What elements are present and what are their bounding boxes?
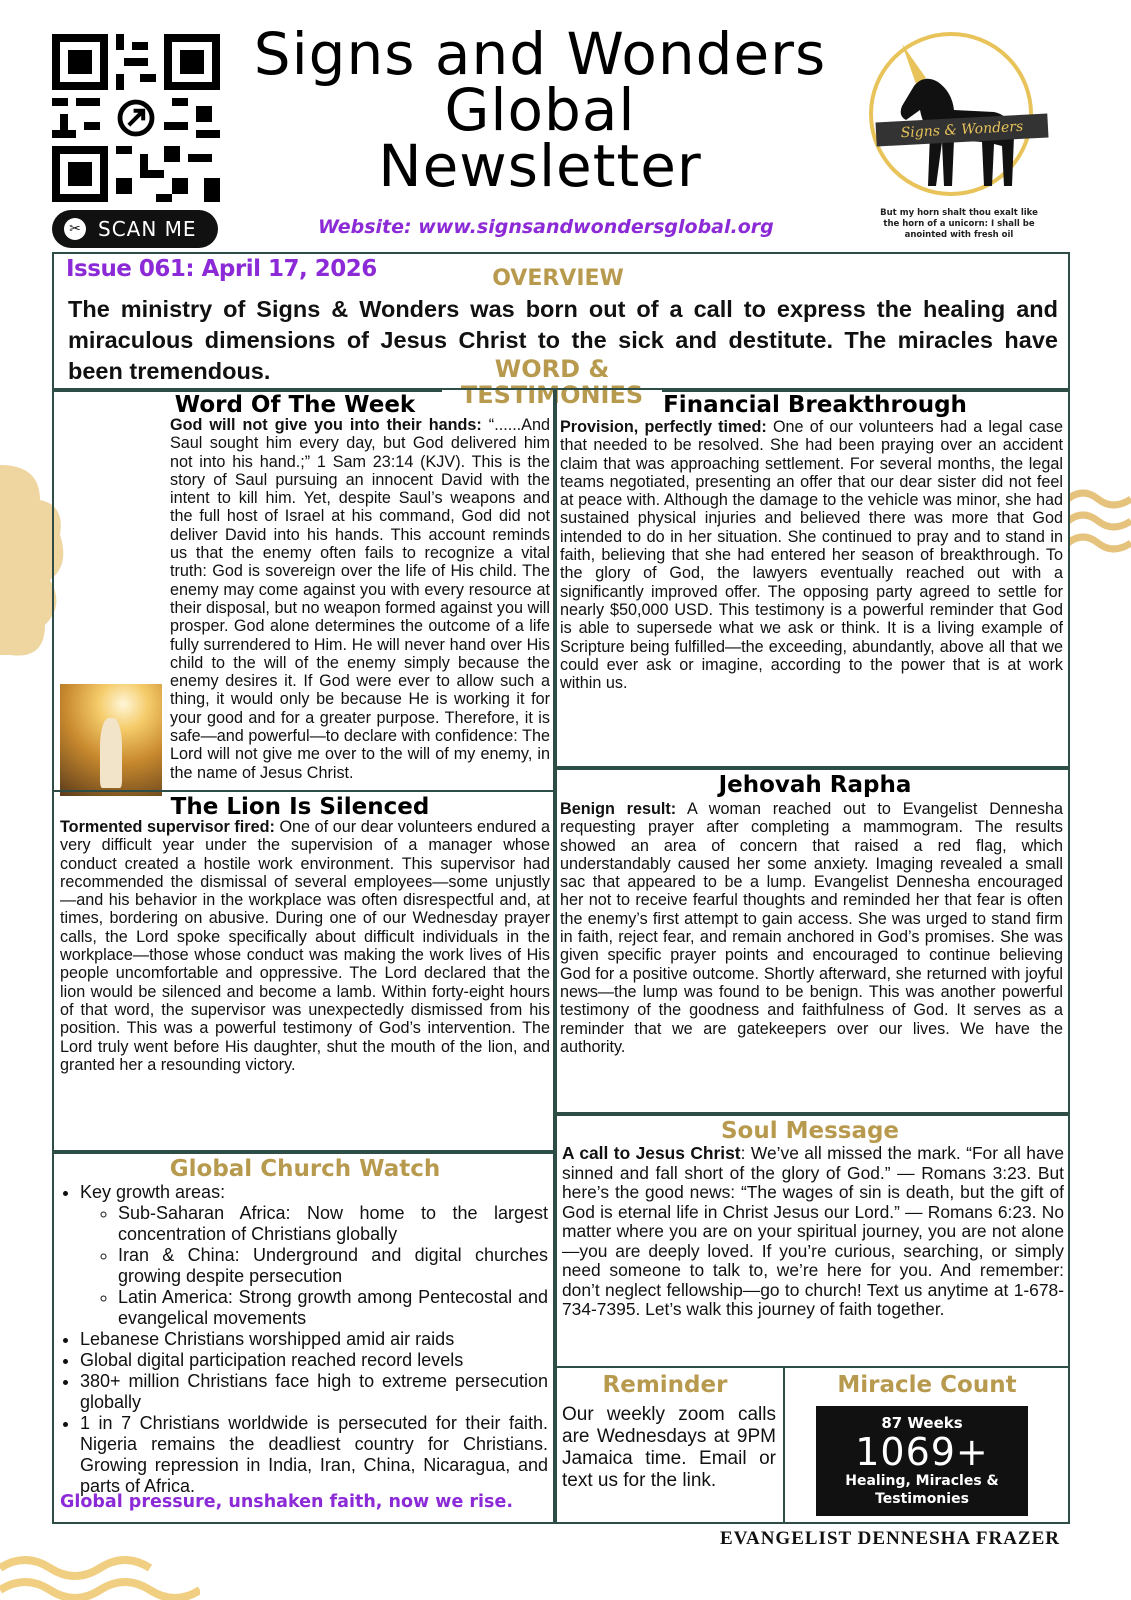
title-line-1: Signs and Wonders (253, 20, 827, 88)
unicorn-logo (854, 26, 1048, 208)
financial-body (560, 418, 1063, 692)
word-testimonies-line-2: TESTIMONIES (460, 381, 644, 409)
church-watch-list (60, 1182, 548, 1497)
rapha-lead: Benign result: (560, 800, 677, 818)
word-of-week-heading: Word Of The Week (158, 392, 432, 418)
angel-image (60, 684, 162, 796)
scan-me-button[interactable] (52, 210, 218, 248)
miracle-heading: Miracle Count (837, 1372, 1017, 1398)
soul-text: : We’ve all missed the mark. “For all have sinned and fall short of the glory of God.” — Romans 3:23. But here’s the good news: “The wages of sin is death, but the gift of God is eternal life in Christ Jesus our Lord.” — Romans 6:23. No matter where you are on your spiritual journey, you are not alone—you are deeply loved. If you’re curious, searching, or simply need someone to talk to, we’re here for you. And remember: don’t neglect fellowship—go to church! Text us anytime at 1-678-734-7395. Let’s walk this journey of faith together. (562, 1143, 1064, 1319)
miracle-count-value: 1069+ (855, 1430, 989, 1474)
church-watch-heading: Global Church Watch (169, 1156, 441, 1182)
rapha-heading: Jehovah Rapha (718, 772, 912, 798)
reminder-text: Our weekly zoom calls are Wednesdays at 9PM Jamaica time. Email or text us for the link. (562, 1404, 776, 1491)
rapha-body (560, 800, 1063, 1056)
miracle-weeks: 87 Weeks (881, 1414, 963, 1432)
list-item: ◦ Latin America: Strong growth among Pentecostal and evangelical movements (118, 1287, 548, 1329)
soul-lead: A call to Jesus Christ (562, 1143, 741, 1163)
scan-me-label: SCAN ME (98, 217, 197, 241)
list-item: • 380+ million Christians face high to extreme persecution globally (80, 1371, 548, 1413)
word-testimonies-line-1: WORD & (494, 355, 610, 383)
reminder-heading: Reminder (602, 1372, 728, 1398)
soul-heading: Soul Message (720, 1118, 900, 1144)
page-title (250, 20, 830, 200)
overview-heading: OVERVIEW (492, 266, 624, 291)
word-of-week-body (60, 416, 550, 796)
financial-lead: Provision, perfectly timed: (560, 418, 767, 436)
financial-text: One of our volunteers had a legal case that needed to be resolved. She had been praying over an accident claim that was approaching settlement. For several months, the legal teams negotiated, presenting an offer that our dear sister did not feel at peace with. Although the damage to the vehicle was minor, she had sustained physical injuries and believed there was more that God intended to do in her situation. She continued to pray and to stand in faith, believing that she had entered her season of breakthrough. To the glory of God, the lawyers eventually reached out with a significantly improved offer. The opposing party agreed to settle for nearly $50,000 USD. This testimony is a powerful reminder that God is able to supersede what we ask or think. It is a living example of Scripture being fulfilled—the exceeding, abundantly, above all that we could ever ask or imagine, according to the power that is at work within us. (560, 418, 1064, 693)
title-line-3: Newsletter (378, 132, 702, 200)
list-item: • Global digital participation reached record levels (80, 1350, 548, 1371)
miracle-count-box (816, 1406, 1028, 1516)
lion-lead: Tormented supervisor fired: (60, 818, 275, 836)
word-of-week-text: “......And Saul sought him every day, but God delivered him not into his hand.;” 1 Sam 23:14 (KJV). This is the story of Saul pursuing an innocent David with the intent to kill him. Yet, despite Saul’s weapons and the full host of Israel at his command, God did not deliver David into his hands. This account reminds us that the enemy often fails to recognize a vital truth: God is sovereign over the life of His child. The enemy may come against you with every resource at their disposal, but no weapon formed against you will prosper. God alone determines the outcome of a life fully surrendered to Him. He will never hand over His child to the will of the enemy simply because the enemy desires it. If God were ever to allow such a thing, it would only be because He is working it for your good and for a greater purpose. Therefore, it is safe—and powerful—to declare with confidence: The Lord will not give me over to the will of my enemy, in the name of Jesus Christ. (170, 416, 550, 782)
list-item: ◦ Sub-Saharan Africa: Now home to the largest concentration of Christians globally (118, 1203, 548, 1245)
bottom-left-wave-decoration (0, 1548, 200, 1600)
right-wave-decoration (1068, 485, 1131, 565)
title-line-2: Global (444, 76, 636, 144)
scissors-icon: ✂ (64, 218, 86, 240)
financial-heading: Financial Breakthrough (663, 392, 967, 418)
lion-body (60, 818, 550, 1074)
lion-heading: The Lion Is Silenced (170, 794, 430, 820)
logo-ribbon: Signs & Wonders (875, 114, 1048, 147)
list-item: • 1 in 7 Christians worldwide is persecuted for their faith. Nigeria remains the deadliest country for Christians. Growing repression in India, Iran, China, Nicaragua, and parts of Africa. (80, 1413, 548, 1497)
website-link[interactable]: Website: www.signsandwondersglobal.org (318, 216, 774, 238)
signature: EVANGELIST DENNESHA FRAZER (720, 1528, 1060, 1549)
church-watch-footer: Global pressure, unshaken faith, now we rise. (60, 1492, 513, 1512)
soul-body (562, 1144, 1064, 1320)
word-of-week-lead: God will not give you into their hands: (170, 416, 482, 434)
logo-tagline: But my horn shalt thou exalt like the horn of a unicorn: I shall be anointed with fresh oil (880, 208, 1038, 240)
qr-code-icon[interactable] (52, 34, 220, 202)
issue-date: Issue 061: April 17, 2026 (66, 256, 377, 282)
list-item: • Key growth areas: ◦ Sub-Saharan Africa: Now home to the largest concentration of Christians globally ◦ Iran & China: Underground and digital churches growing despite persecution ◦ Latin America: Strong growth among Pentecostal and evangelical movements (80, 1182, 548, 1329)
lion-text: One of our dear volunteers endured a very difficult year under the supervision of a manager whose conduct created a hostile work environment. This supervisor had recommended the dismissal of several employees—some unjustly—and his behavior in the workplace was often disrespectful and, at times, bordering on abusive. During one of our Wednesday prayer calls, the Lord spoke specifically about difficult individuals in the workplace—those whose conduct was making the work lives of His people uncomfortable and oppressive. The Lord declared that the lion would be silenced and become a lamb. Within forty-eight hours of that word, the supervisor was unexpectedly dismissed from his position. This was a powerful testimony of God’s intervention. The Lord truly went before His daughter, shut the mouth of the lion, and granted her a resounding victory. (60, 818, 550, 1074)
miracle-count-label: Healing, Miracles & Testimonies (845, 1473, 999, 1507)
rapha-text: A woman reached out to Evangelist Dennesha requesting prayer after completing a mammogram. The results showed an area of concern that raised a red flag, which understandably caused her some anxiety. Imaging revealed a small sac that appeared to be a lump. Evangelist Dennesha encouraged her not to receive fearful thoughts and reminded her that fear is often the enemy’s first attempt to gain access. She was urged to stand firm in faith, reject fear, and remain anchored in God’s promises. She was given specific prayer points and encouraged to continue believing God for a positive outcome. Shortly afterward, she returned with joyful news—the lump was found to be benign. This was another powerful testimony of the goodness and faithfulness of God. It serves as a reminder that we are gatekeepers over our lives. We have the authority. (560, 800, 1063, 1056)
list-item: • Lebanese Christians worshipped amid air raids (80, 1329, 548, 1350)
list-item: ◦ Iran & China: Underground and digital churches growing despite persecution (118, 1245, 548, 1287)
overview-text: The ministry of Signs & Wonders was born out of a call to express the healing and miraculous dimensions of Jesus Christ to the sick and destitute. The miracles have been tremendous. (68, 296, 1058, 384)
